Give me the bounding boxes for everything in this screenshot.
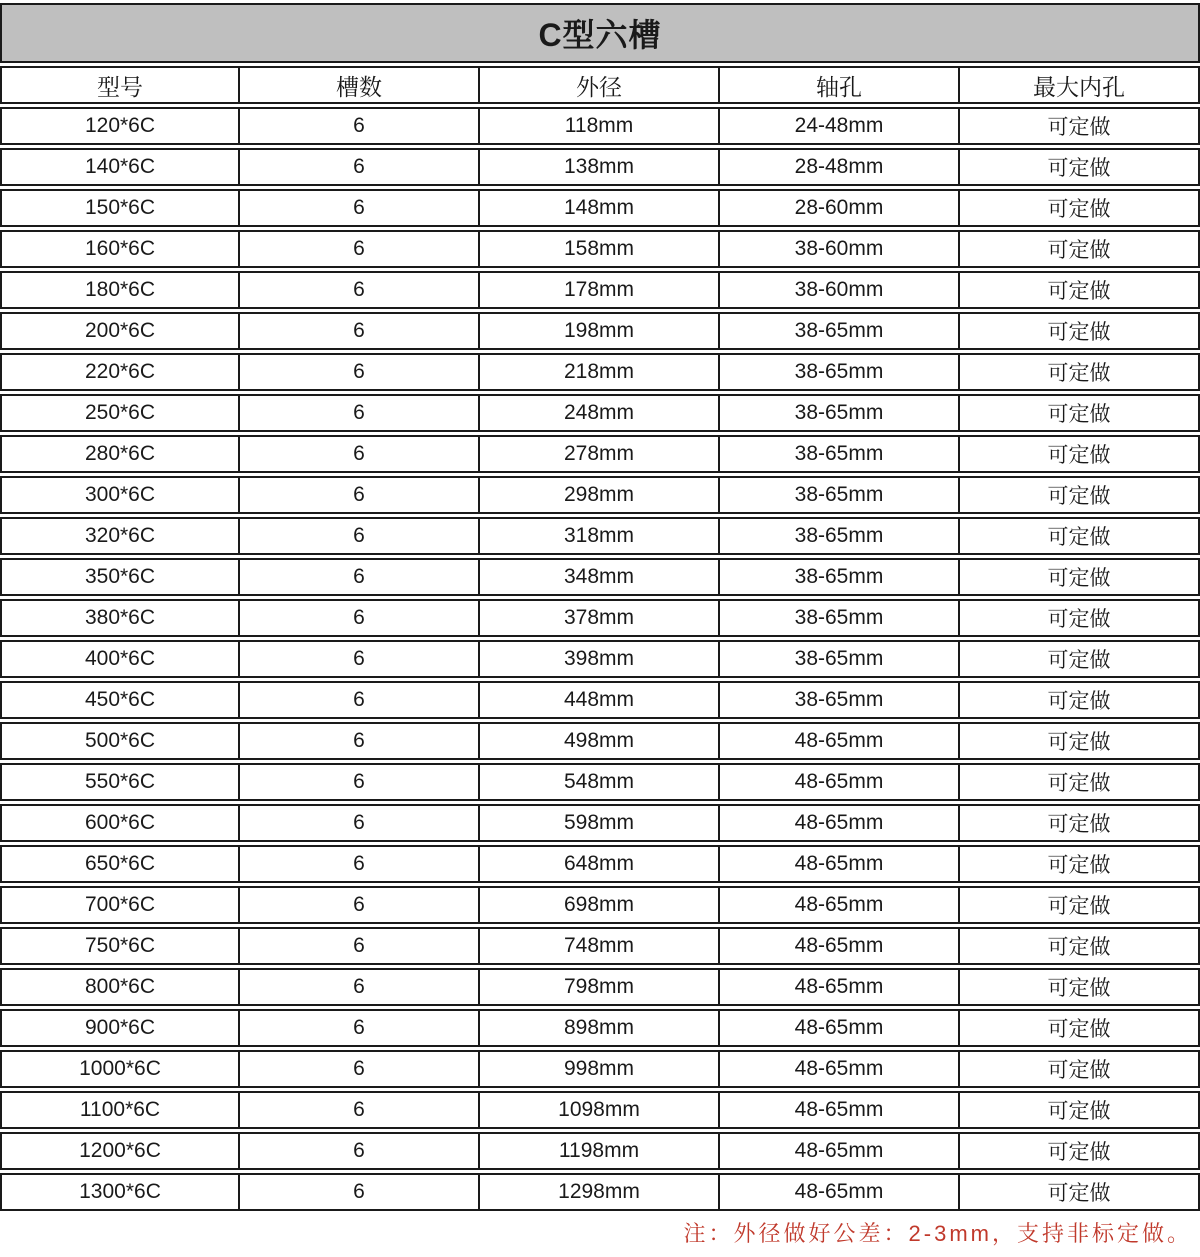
cell-outer-diameter: 898mm: [480, 1009, 720, 1047]
cell-outer-diameter: 648mm: [480, 845, 720, 883]
cell-model: 1300*6C: [0, 1173, 240, 1211]
cell-max-bore: 可定做: [960, 148, 1200, 186]
cell-outer-diameter: 998mm: [480, 1050, 720, 1088]
table-row: [0, 558, 1200, 596]
cell-max-bore: 可定做: [960, 476, 1200, 514]
cell-shaft-hole: 48-65mm: [720, 804, 960, 842]
cell-shaft-hole: 28-48mm: [720, 148, 960, 186]
table-row: [0, 845, 1200, 883]
cell-model: 750*6C: [0, 927, 240, 965]
cell-max-bore: 可定做: [960, 558, 1200, 596]
cell-model: 650*6C: [0, 845, 240, 883]
cell-groove-count: 6: [240, 517, 480, 555]
cell-shaft-hole: 48-65mm: [720, 763, 960, 801]
cell-outer-diameter: 448mm: [480, 681, 720, 719]
cell-outer-diameter: 798mm: [480, 968, 720, 1006]
table-row: [0, 1009, 1200, 1047]
cell-shaft-hole: 48-65mm: [720, 845, 960, 883]
cell-max-bore: 可定做: [960, 394, 1200, 432]
cell-model: 350*6C: [0, 558, 240, 596]
table-row: [0, 271, 1200, 309]
cell-model: 280*6C: [0, 435, 240, 473]
cell-shaft-hole: 38-65mm: [720, 476, 960, 514]
table-row: [0, 1132, 1200, 1170]
cell-groove-count: 6: [240, 271, 480, 309]
cell-groove-count: 6: [240, 886, 480, 924]
cell-max-bore: 可定做: [960, 845, 1200, 883]
cell-model: 400*6C: [0, 640, 240, 678]
cell-groove-count: 6: [240, 1009, 480, 1047]
table-body: [0, 107, 1200, 1211]
cell-groove-count: 6: [240, 476, 480, 514]
cell-model: 200*6C: [0, 312, 240, 350]
table-row: [0, 230, 1200, 268]
cell-groove-count: 6: [240, 722, 480, 760]
cell-outer-diameter: 318mm: [480, 517, 720, 555]
table-row: [0, 599, 1200, 637]
cell-groove-count: 6: [240, 558, 480, 596]
cell-max-bore: 可定做: [960, 927, 1200, 965]
cell-outer-diameter: 148mm: [480, 189, 720, 227]
cell-max-bore: 可定做: [960, 763, 1200, 801]
cell-max-bore: 可定做: [960, 804, 1200, 842]
title-row: [0, 3, 1200, 63]
table-row: [0, 107, 1200, 145]
cell-outer-diameter: 178mm: [480, 271, 720, 309]
cell-outer-diameter: 198mm: [480, 312, 720, 350]
cell-shaft-hole: 48-65mm: [720, 1132, 960, 1170]
cell-outer-diameter: 298mm: [480, 476, 720, 514]
table-row: [0, 394, 1200, 432]
cell-max-bore: 可定做: [960, 271, 1200, 309]
cell-model: 600*6C: [0, 804, 240, 842]
cell-model: 220*6C: [0, 353, 240, 391]
cell-shaft-hole: 48-65mm: [720, 1091, 960, 1129]
cell-shaft-hole: 38-65mm: [720, 517, 960, 555]
tolerance-note: 注：外径做好公差：2-3mm，支持非标定做。: [683, 1221, 1192, 1246]
cell-max-bore: 可定做: [960, 312, 1200, 350]
cell-max-bore: 可定做: [960, 1132, 1200, 1170]
cell-outer-diameter: 218mm: [480, 353, 720, 391]
table-title: C型六槽: [0, 3, 1200, 63]
cell-outer-diameter: 118mm: [480, 107, 720, 145]
cell-groove-count: 6: [240, 107, 480, 145]
cell-shaft-hole: 38-65mm: [720, 312, 960, 350]
cell-max-bore: 可定做: [960, 230, 1200, 268]
column-header-groove-count: 槽数: [240, 66, 480, 104]
column-header-max-bore: 最大内孔: [960, 66, 1200, 104]
cell-shaft-hole: 38-65mm: [720, 435, 960, 473]
cell-shaft-hole: 38-65mm: [720, 640, 960, 678]
cell-model: 1100*6C: [0, 1091, 240, 1129]
cell-shaft-hole: 38-65mm: [720, 353, 960, 391]
table-row: [0, 476, 1200, 514]
cell-groove-count: 6: [240, 312, 480, 350]
cell-shaft-hole: 48-65mm: [720, 927, 960, 965]
cell-max-bore: 可定做: [960, 599, 1200, 637]
cell-groove-count: 6: [240, 1132, 480, 1170]
cell-max-bore: 可定做: [960, 353, 1200, 391]
cell-outer-diameter: 698mm: [480, 886, 720, 924]
cell-outer-diameter: 138mm: [480, 148, 720, 186]
table-row: [0, 722, 1200, 760]
cell-model: 500*6C: [0, 722, 240, 760]
cell-model: 120*6C: [0, 107, 240, 145]
column-header-outer-diameter: 外径: [480, 66, 720, 104]
cell-model: 1000*6C: [0, 1050, 240, 1088]
cell-max-bore: 可定做: [960, 968, 1200, 1006]
table-row: [0, 517, 1200, 555]
cell-groove-count: 6: [240, 435, 480, 473]
table-row: [0, 1173, 1200, 1211]
column-header-model: 型号: [0, 66, 240, 104]
cell-outer-diameter: 1298mm: [480, 1173, 720, 1211]
cell-max-bore: 可定做: [960, 1009, 1200, 1047]
cell-outer-diameter: 1198mm: [480, 1132, 720, 1170]
cell-groove-count: 6: [240, 394, 480, 432]
cell-shaft-hole: 24-48mm: [720, 107, 960, 145]
header-row: [0, 66, 1200, 104]
cell-groove-count: 6: [240, 804, 480, 842]
cell-groove-count: 6: [240, 1091, 480, 1129]
cell-outer-diameter: 598mm: [480, 804, 720, 842]
cell-model: 320*6C: [0, 517, 240, 555]
cell-shaft-hole: 48-65mm: [720, 722, 960, 760]
cell-shaft-hole: 48-65mm: [720, 886, 960, 924]
table-row: [0, 1091, 1200, 1129]
cell-max-bore: 可定做: [960, 435, 1200, 473]
table-row: [0, 681, 1200, 719]
cell-model: 550*6C: [0, 763, 240, 801]
cell-max-bore: 可定做: [960, 886, 1200, 924]
cell-outer-diameter: 248mm: [480, 394, 720, 432]
cell-groove-count: 6: [240, 927, 480, 965]
cell-max-bore: 可定做: [960, 189, 1200, 227]
cell-max-bore: 可定做: [960, 1050, 1200, 1088]
cell-outer-diameter: 398mm: [480, 640, 720, 678]
cell-groove-count: 6: [240, 1173, 480, 1211]
cell-shaft-hole: 38-65mm: [720, 681, 960, 719]
cell-max-bore: 可定做: [960, 107, 1200, 145]
cell-groove-count: 6: [240, 599, 480, 637]
cell-shaft-hole: 38-65mm: [720, 599, 960, 637]
column-header-shaft-hole: 轴孔: [720, 66, 960, 104]
cell-model: 700*6C: [0, 886, 240, 924]
table-row: [0, 763, 1200, 801]
cell-outer-diameter: 378mm: [480, 599, 720, 637]
cell-model: 450*6C: [0, 681, 240, 719]
cell-outer-diameter: 498mm: [480, 722, 720, 760]
table-row: [0, 435, 1200, 473]
table-row: [0, 312, 1200, 350]
cell-shaft-hole: 28-60mm: [720, 189, 960, 227]
cell-outer-diameter: 348mm: [480, 558, 720, 596]
cell-shaft-hole: 38-65mm: [720, 394, 960, 432]
cell-max-bore: 可定做: [960, 517, 1200, 555]
cell-shaft-hole: 48-65mm: [720, 968, 960, 1006]
cell-shaft-hole: 38-60mm: [720, 230, 960, 268]
table-row: [0, 968, 1200, 1006]
cell-model: 380*6C: [0, 599, 240, 637]
cell-groove-count: 6: [240, 968, 480, 1006]
cell-outer-diameter: 158mm: [480, 230, 720, 268]
cell-outer-diameter: 748mm: [480, 927, 720, 965]
cell-outer-diameter: 278mm: [480, 435, 720, 473]
cell-model: 900*6C: [0, 1009, 240, 1047]
cell-groove-count: 6: [240, 640, 480, 678]
cell-groove-count: 6: [240, 148, 480, 186]
cell-groove-count: 6: [240, 845, 480, 883]
cell-max-bore: 可定做: [960, 1091, 1200, 1129]
table-row: [0, 353, 1200, 391]
cell-model: 150*6C: [0, 189, 240, 227]
cell-max-bore: 可定做: [960, 1173, 1200, 1211]
cell-model: 140*6C: [0, 148, 240, 186]
cell-max-bore: 可定做: [960, 640, 1200, 678]
cell-shaft-hole: 48-65mm: [720, 1009, 960, 1047]
table-row: [0, 640, 1200, 678]
cell-groove-count: 6: [240, 1050, 480, 1088]
table-row: [0, 886, 1200, 924]
cell-max-bore: 可定做: [960, 722, 1200, 760]
cell-groove-count: 6: [240, 681, 480, 719]
cell-model: 800*6C: [0, 968, 240, 1006]
cell-model: 160*6C: [0, 230, 240, 268]
cell-shaft-hole: 38-60mm: [720, 271, 960, 309]
table-row: [0, 804, 1200, 842]
cell-groove-count: 6: [240, 230, 480, 268]
cell-model: 180*6C: [0, 271, 240, 309]
cell-groove-count: 6: [240, 763, 480, 801]
table-row: [0, 148, 1200, 186]
cell-outer-diameter: 1098mm: [480, 1091, 720, 1129]
cell-shaft-hole: 48-65mm: [720, 1173, 960, 1211]
table-row: [0, 189, 1200, 227]
table-row: [0, 927, 1200, 965]
cell-model: 1200*6C: [0, 1132, 240, 1170]
cell-model: 250*6C: [0, 394, 240, 432]
cell-outer-diameter: 548mm: [480, 763, 720, 801]
cell-model: 300*6C: [0, 476, 240, 514]
cell-groove-count: 6: [240, 353, 480, 391]
cell-shaft-hole: 48-65mm: [720, 1050, 960, 1088]
cell-shaft-hole: 38-65mm: [720, 558, 960, 596]
table-row: [0, 1050, 1200, 1088]
cell-groove-count: 6: [240, 189, 480, 227]
cell-max-bore: 可定做: [960, 681, 1200, 719]
